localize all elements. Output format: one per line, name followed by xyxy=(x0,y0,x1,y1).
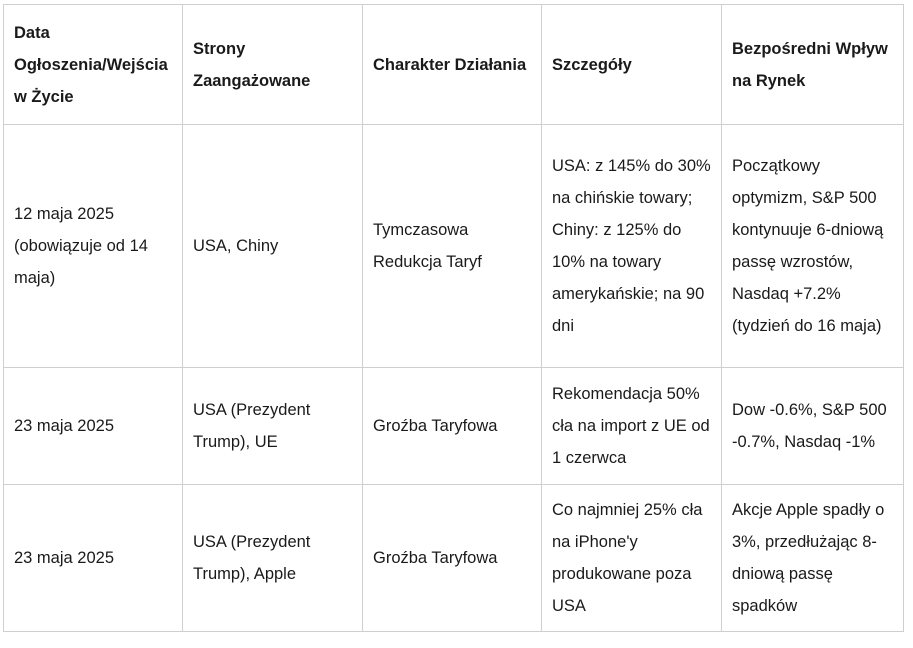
cell-date: 12 maja 2025 (obowiązuje od 14 maja) xyxy=(4,125,183,368)
cell-parties: USA, Chiny xyxy=(183,125,363,368)
table-header-row xyxy=(4,5,904,125)
cell-impact: Akcje Apple spadły o 3%, przedłużając 8-dniową passę spadków xyxy=(722,485,904,632)
cell-impact: Dow -0.6%, S&P 500 -0.7%, Nasdaq -1% xyxy=(722,368,904,485)
header-action: Charakter Działania xyxy=(363,5,542,125)
header-parties: Strony Zaangażowane xyxy=(183,5,363,125)
cell-parties: USA (Prezydent Trump), UE xyxy=(183,368,363,485)
cell-details: USA: z 145% do 30% na chińskie towary; Chiny: z 125% do 10% na towary amerykańskie; na 90 dni xyxy=(542,125,722,368)
cell-details: Rekomendacja 50% cła na import z UE od 1 czerwca xyxy=(542,368,722,485)
table-row xyxy=(4,485,904,632)
cell-action: Groźba Taryfowa xyxy=(363,485,542,632)
table-row xyxy=(4,368,904,485)
header-impact: Bezpośredni Wpływ na Rynek xyxy=(722,5,904,125)
cell-action: Groźba Taryfowa xyxy=(363,368,542,485)
cell-date: 23 maja 2025 xyxy=(4,368,183,485)
cell-impact: Początkowy optymizm, S&P 500 kontynuuje 6-dniową passę wzrostów, Nasdaq +7.2% (tydzień do 16 maja) xyxy=(722,125,904,368)
cell-details: Co najmniej 25% cła na iPhone'y produkowane poza USA xyxy=(542,485,722,632)
cell-date: 23 maja 2025 xyxy=(4,485,183,632)
table-row xyxy=(4,125,904,368)
tariff-events-table xyxy=(3,4,904,632)
cell-action: Tymczasowa Redukcja Taryf xyxy=(363,125,542,368)
header-date: Data Ogłoszenia/Wejścia w Życie xyxy=(4,5,183,125)
cell-parties: USA (Prezydent Trump), Apple xyxy=(183,485,363,632)
header-details: Szczegóły xyxy=(542,5,722,125)
